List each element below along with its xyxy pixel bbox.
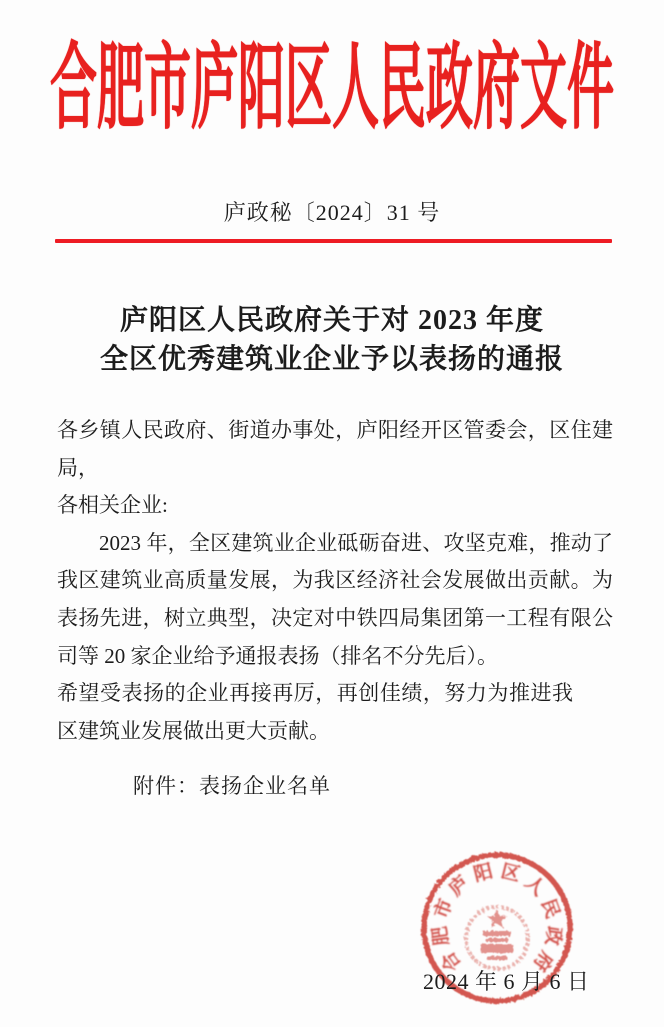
seal-char: 合 bbox=[437, 947, 466, 975]
seal-char: 市 bbox=[431, 896, 458, 922]
salutation-line-2: 各相关企业: bbox=[57, 493, 168, 518]
seal-char: 民 bbox=[536, 896, 563, 922]
issue-date: 2024 年 6 月 6 日 bbox=[423, 969, 590, 994]
body-paragraph-2: 希望受表扬的企业再接再厉，再创佳绩，努力为推进我区建筑业发展做出更大贡献。 bbox=[57, 681, 573, 743]
doc-title-line-2: 全区优秀建筑业企业予以表扬的通报 bbox=[99, 344, 564, 375]
seal-char: 府 bbox=[528, 947, 557, 975]
doc-number: 庐政秘〔2024〕31 号 bbox=[223, 200, 441, 225]
seal-char: 阳 bbox=[471, 861, 496, 886]
body-paragraph-1: 2023 年，全区建筑业企业砥砺奋进、攻坚克难，推动了我区建筑业高质量发展，为我区经济社会发展做出贡献。为表扬先进，树立典型，决定对中铁四局集团第一工程有限公司等 20 家企业给予通报表扬（排名不分先后）。 bbox=[57, 530, 613, 668]
seal-char: 肥 bbox=[429, 924, 454, 947]
attachment-note: 附件：表扬企业名单 bbox=[133, 774, 331, 798]
emblem-gate-mid bbox=[486, 938, 508, 942]
emblem-gear bbox=[487, 956, 507, 960]
emblem-star-icon bbox=[487, 909, 507, 928]
seal-char: 政 bbox=[540, 924, 565, 947]
letterhead bbox=[0, 18, 664, 142]
doc-title bbox=[0, 301, 664, 379]
red-divider-line bbox=[55, 239, 612, 243]
letterhead-title: 合肥市庐阳区人民政府文件 bbox=[50, 37, 614, 141]
body-text bbox=[57, 412, 613, 750]
doc-title-line-1: 庐阳区人民政府关于对 2023 年度 bbox=[119, 305, 544, 336]
seal-char: 人 bbox=[520, 872, 549, 901]
salutation-line-1: 各乡镇人民政府、街道办事处，庐阳经开区管委会，区住建局， bbox=[57, 418, 613, 480]
seal-char: 区 bbox=[498, 861, 523, 886]
national-emblem bbox=[466, 907, 528, 969]
seal-char: 庐 bbox=[445, 872, 474, 901]
emblem-gate-roof bbox=[483, 931, 511, 936]
emblem-gate-base bbox=[481, 944, 513, 953]
